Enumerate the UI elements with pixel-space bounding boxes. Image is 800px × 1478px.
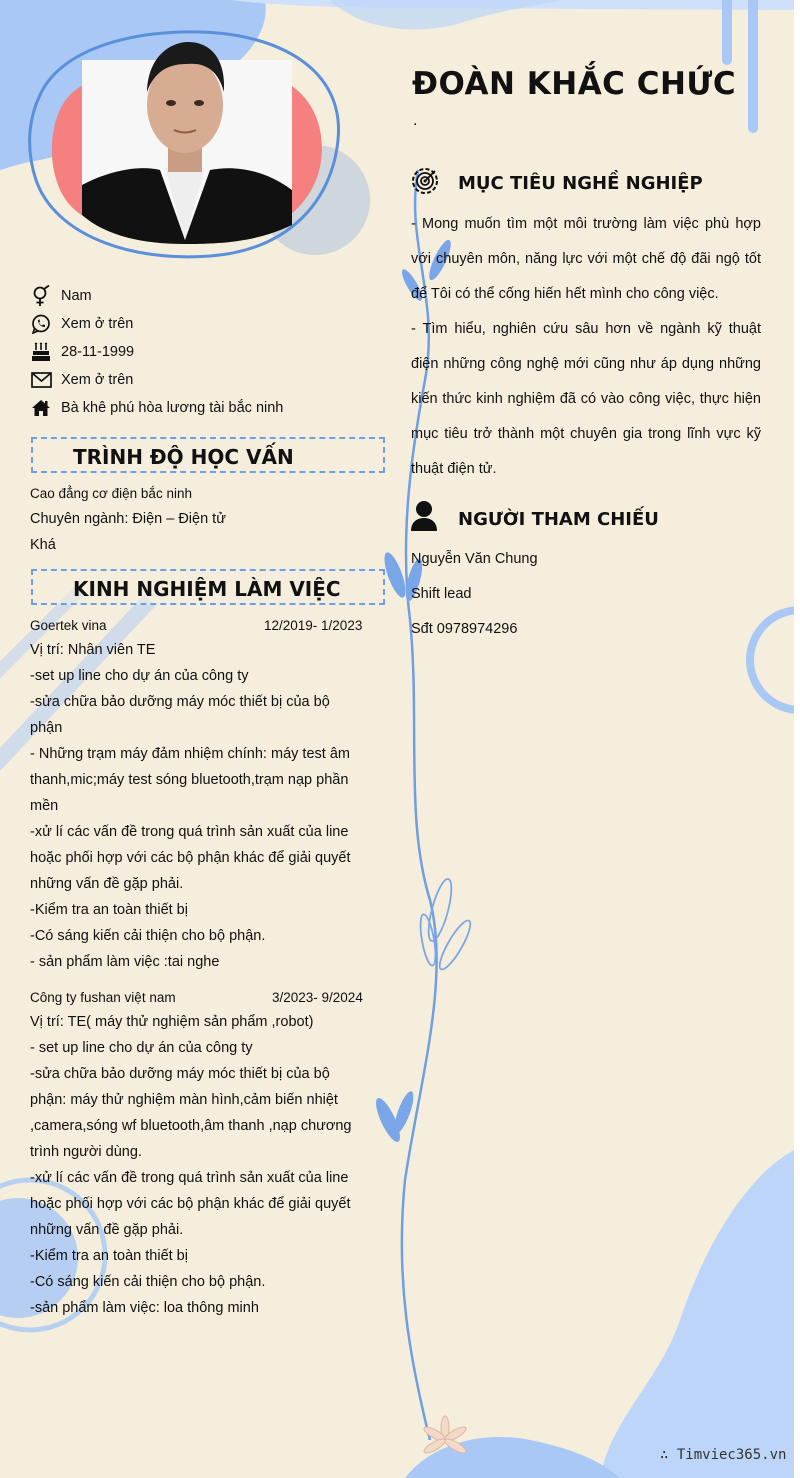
contact-value: Bà khê phú hòa lương tài bắc ninh bbox=[61, 400, 284, 416]
job-detail-line: -set up line cho dự án của công ty bbox=[30, 668, 249, 684]
gender-icon bbox=[30, 285, 52, 307]
job-detail-line: - set up line cho dự án của công ty bbox=[30, 1040, 253, 1056]
education-school: Cao đẳng cơ điện bắc ninh bbox=[30, 486, 192, 501]
right-edge-ring bbox=[750, 610, 794, 710]
job-detail-line: phận bbox=[30, 720, 63, 736]
contact-gender bbox=[30, 284, 92, 308]
objective-paragraph: - Mong muốn tìm một môi trường làm việc phù hợp với chuyên môn, năng lực với một chế độ đãi ngộ tốt để Tôi có thể cống hiến hết mình cho công việc. bbox=[411, 216, 761, 302]
job-detail-line: hoặc phối hợp với các bộ phận khác để giải quyết bbox=[30, 850, 351, 866]
objective-paragraph: - Tìm hiểu, nghiên cứu sâu hơn về ngành kỹ thuật điện những công nghệ mới cũng như áp dụng những kiến thức kinh nghiệm đã có vào công việc, thực hiện mục tiêu trở thành một chuyên gia trong lĩnh vực kỹ thuật điện tử. bbox=[411, 321, 761, 477]
job-detail-line: - sản phẩm làm việc :tai nghe bbox=[30, 954, 220, 970]
job-detail-line: hoặc phối hợp với các bộ phận khác để giải quyết bbox=[30, 1196, 351, 1212]
education-major: Chuyên ngành: Điện – Điện tử bbox=[30, 511, 226, 527]
job-period: 12/2019- 1/2023 bbox=[264, 618, 363, 633]
job-detail-line: thanh,mic;máy test sóng bluetooth,trạm nạp phần bbox=[30, 772, 349, 788]
person-icon bbox=[410, 500, 438, 532]
vine-leaf-outline bbox=[424, 877, 456, 943]
candidate-subtitle: . bbox=[413, 112, 418, 129]
bottom-right-blob bbox=[600, 1150, 794, 1478]
job-detail-line: -Có sáng kiến cải thiện cho bộ phận. bbox=[30, 928, 266, 944]
job-detail-line: -sửa chữa bảo dưỡng máy móc thiết bị của bộ bbox=[30, 1066, 330, 1082]
education-heading: TRÌNH ĐỘ HỌC VẤN bbox=[73, 445, 294, 469]
job-detail-line: -Có sáng kiến cải thiện cho bộ phận. bbox=[30, 1274, 266, 1290]
contact-value: 28-11-1999 bbox=[61, 344, 135, 360]
target-gear-icon bbox=[410, 166, 442, 196]
birthday-cake-icon bbox=[30, 341, 52, 363]
contact-birthday bbox=[30, 340, 134, 364]
education-grade: Khá bbox=[30, 537, 56, 553]
job-detail-line: - Những trạm máy đảm nhiệm chính: máy test âm bbox=[30, 746, 350, 762]
watermark-text: ∴ Timviec365.vn bbox=[660, 1447, 787, 1463]
contact-address bbox=[30, 396, 283, 420]
reference-phone: Sđt 0978974296 bbox=[411, 621, 518, 637]
reference-name: Nguyễn Văn Chung bbox=[411, 551, 538, 567]
contact-phone bbox=[30, 312, 133, 336]
job-detail-line: Vị trí: TE( máy thử nghiệm sản phẩm ,robot) bbox=[30, 1014, 314, 1030]
avatar-photo bbox=[82, 42, 292, 244]
reference-position: Shift lead bbox=[411, 586, 472, 602]
job-detail-line: những vấn đề gặp phải. bbox=[30, 1222, 184, 1238]
job-period: 3/2023- 9/2024 bbox=[272, 990, 363, 1005]
candidate-name: ĐOÀN KHẮC CHỨC bbox=[412, 66, 737, 102]
job-detail-line: phận: máy thử nghiệm màn hình,cảm biến nhiệt bbox=[30, 1092, 338, 1108]
contact-value: Xem ở trên bbox=[61, 316, 134, 332]
email-envelope-icon bbox=[30, 369, 52, 391]
job-detail-line: những vấn đề gặp phải. bbox=[30, 876, 184, 892]
job-detail-line: trình người dùng. bbox=[30, 1144, 142, 1160]
objective-heading: MỤC TIÊU NGHỀ NGHIỆP bbox=[458, 173, 703, 194]
top-center-blob bbox=[330, 0, 560, 30]
whatsapp-phone-icon bbox=[30, 313, 52, 335]
references-heading: NGƯỜI THAM CHIẾU bbox=[458, 509, 659, 530]
education-heading-box bbox=[31, 437, 385, 473]
contact-value: Xem ở trên bbox=[61, 372, 134, 388]
job-detail-line: -xử lí các vấn đề trong quá trình sản xuất của line bbox=[30, 1170, 349, 1186]
job-detail-line: -sửa chữa bảo dưỡng máy móc thiết bị của bộ bbox=[30, 694, 330, 710]
job-detail-line: Vị trí: Nhân viên TE bbox=[30, 642, 156, 658]
job-detail-line: mền bbox=[30, 798, 59, 814]
job-detail-line: -Kiểm tra an toàn thiết bị bbox=[30, 902, 188, 918]
experience-heading: KINH NGHIỆM LÀM VIỆC bbox=[73, 577, 341, 601]
job-detail-line: -xử lí các vấn đề trong quá trình sản xuất của line bbox=[30, 824, 349, 840]
vine-leaf-outline bbox=[435, 917, 475, 972]
job-company: Công ty fushan việt nam bbox=[30, 990, 176, 1005]
objective-text bbox=[411, 207, 761, 487]
contact-value: Nam bbox=[61, 288, 92, 304]
home-icon bbox=[30, 397, 52, 419]
job-detail-line: -sản phẩm làm việc: loa thông minh bbox=[30, 1300, 259, 1316]
experience-heading-box bbox=[31, 569, 385, 605]
job-company: Goertek vina bbox=[30, 618, 107, 633]
job-detail-line: ,camera,sóng wf bluetooth,âm thanh ,nạp chương bbox=[30, 1118, 352, 1134]
contact-email bbox=[30, 368, 133, 392]
job-detail-line: -Kiểm tra an toàn thiết bị bbox=[30, 1248, 188, 1264]
